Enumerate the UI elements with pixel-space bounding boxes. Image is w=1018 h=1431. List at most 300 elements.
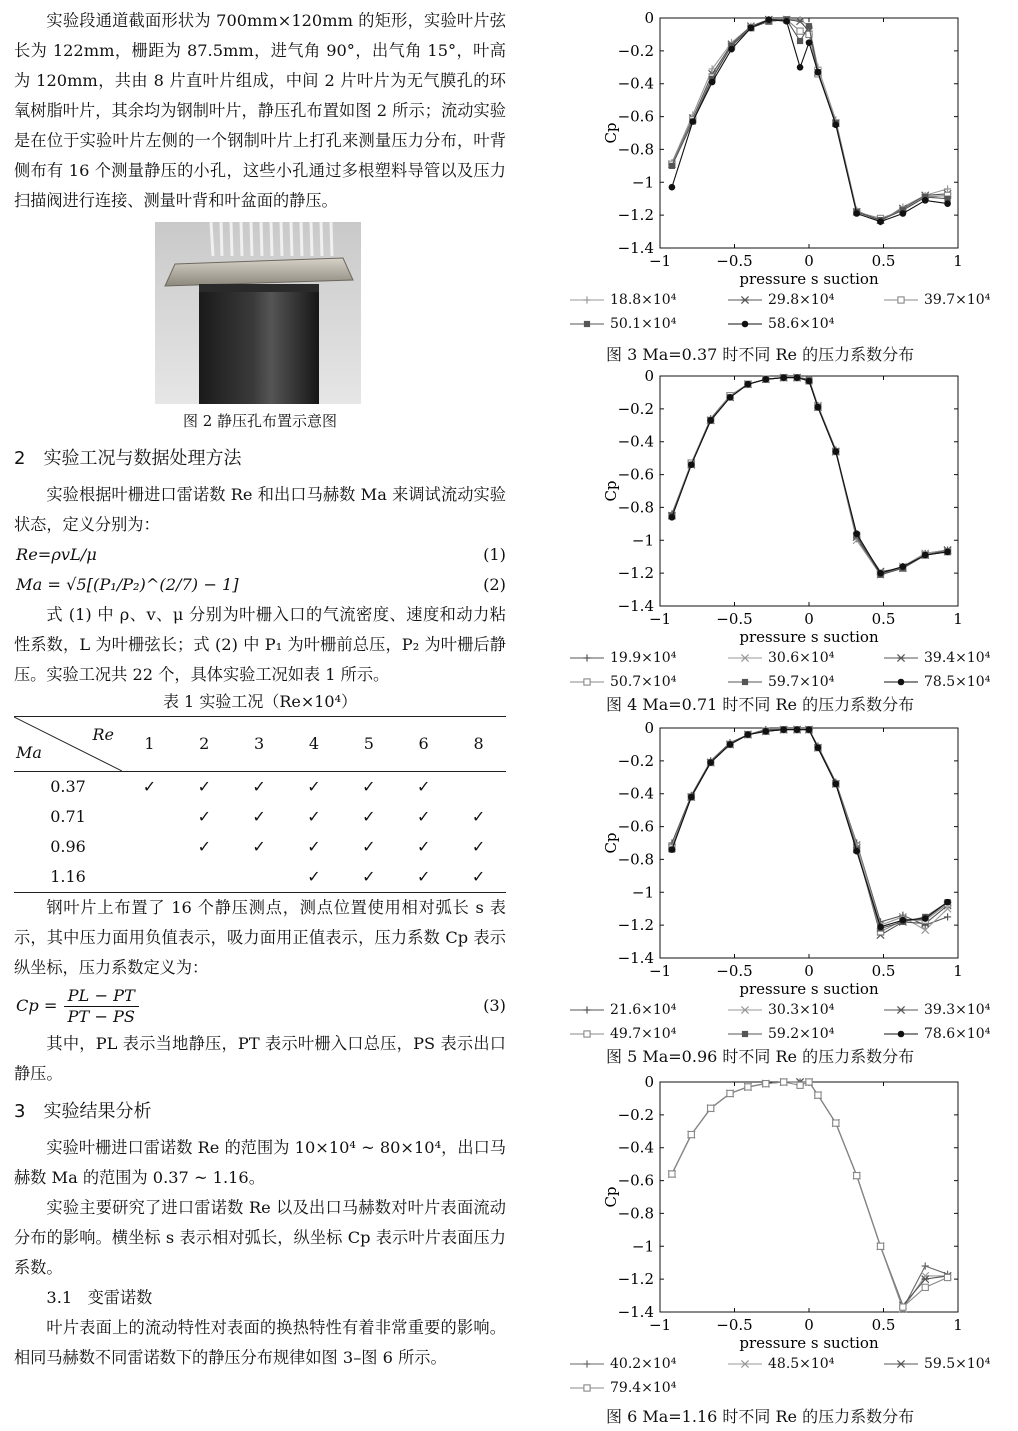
table-row [14,862,506,893]
data-point [708,1105,714,1111]
series-78.5×10⁴ [669,374,951,576]
y-tick-label: −1 [631,883,654,902]
table-cell: ✓ [416,837,431,856]
data-point [689,118,696,125]
series-18.8×10⁴ [668,16,951,225]
series-line [672,378,948,575]
y-tick-label: −0.4 [617,1138,654,1157]
table-cell: ✓ [197,837,211,856]
chart-caption: 图 3 Ma=0.37 时不同 Re 的压力系数分布 [606,345,915,364]
series-line [672,378,948,572]
table-cell: ✓ [307,807,321,826]
y-tick-label: 0 [644,9,654,27]
legend-label: 39.3×10⁴ [924,1002,991,1018]
legend-item [728,650,834,666]
legend-marker [583,1006,590,1013]
series-78.6×10⁴ [669,726,951,930]
y-tick-label: −1 [631,173,654,192]
blade-photo [155,222,361,404]
legend-swatch [728,318,762,330]
equation-1-number: (1) [483,545,506,564]
legend-swatch [728,1358,762,1370]
equation-3-numerator: PL − PT [64,986,139,1007]
series-line [672,378,948,573]
legend-swatch [570,652,604,664]
data-point [815,744,822,751]
chart-figure-6 [558,1068,1008,1428]
chart-figure-4 [558,362,1008,712]
table-cell [122,832,177,862]
data-point [765,16,772,23]
table-cell: ✓ [307,837,321,856]
table-cell: ✓ [341,862,396,893]
chart-svg [558,362,1008,652]
table-cell: ✓ [396,862,451,893]
x-tick-label: 1 [953,1316,963,1334]
legend-label: 49.7×10⁴ [610,1026,677,1042]
legend-item [728,316,834,332]
equation-1-body: Re=ρvL/μ [16,545,97,564]
chart-svg [558,1068,1008,1358]
table-cell: ✓ [471,837,486,856]
data-point [762,728,769,735]
table-cell: ✓ [197,777,211,796]
data-point [900,563,907,570]
series-line [672,1082,948,1309]
section-3-title: 实验结果分析 [43,1101,152,1122]
x-tick-label: 0.5 [871,962,896,980]
legend-item [728,292,834,308]
y-tick-label: −1.2 [617,916,654,935]
legend-swatch [884,1004,918,1016]
table-cell: ✓ [307,777,321,796]
row-header: 0.96 [50,837,86,856]
legend-swatch [884,676,918,688]
data-point [762,376,769,383]
y-tick-label: −1.2 [617,206,654,225]
x-tick-label: 0.5 [871,252,896,270]
x-tick-label: 0.5 [871,1316,896,1334]
legend-swatch [884,652,918,664]
plot-frame [660,376,958,606]
x-tick-label: 1 [953,252,963,270]
x-tick-label: −0.5 [716,962,753,980]
paragraph-pressures: 其中，PL 表示当地静压，PT 表示叶栅入口总压，PS 表示出口静压。 [14,1034,506,1083]
left-column [14,6,506,1373]
x-tick-label: −1 [648,252,672,270]
data-point [669,514,676,521]
data-point [833,448,840,455]
y-tick-label: −0.8 [617,498,654,517]
data-point [727,394,734,401]
data-point [745,1084,751,1090]
legend-swatch [728,1004,762,1016]
series-line [672,20,948,221]
data-point [688,1131,694,1137]
paragraph-study-scope: 实验主要研究了进口雷诺数 Re 以及出口马赫数对叶片表面流动分布的影响。横坐标 s 表示相对弧长，纵坐标 Cp 表示叶片表面压力系数。 [14,1198,506,1277]
x-tick-label: −1 [648,962,672,980]
legend-marker [583,654,590,661]
table-cell: ✓ [416,807,431,826]
data-point [763,1081,769,1087]
legend-item [570,1380,676,1396]
legend-label: 50.7×10⁴ [610,674,677,690]
data-point [815,69,822,76]
data-point [815,1092,821,1098]
data-point [745,381,752,388]
data-point [877,570,884,577]
table-cell [451,772,506,803]
data-point [727,1090,733,1096]
section-2-heading [14,444,506,474]
plot-frame [660,18,958,248]
legend-marker [584,679,590,685]
data-point [944,899,951,906]
row-header: 0.71 [50,807,86,826]
series-79.4×10⁴ [669,1079,951,1310]
legend-item [570,1002,676,1018]
legend-item [570,650,676,666]
y-tick-label: −0.4 [617,432,654,451]
row-header: 0.37 [50,777,86,796]
series-line [672,378,948,573]
chart-figure-5 [558,714,1008,1064]
legend-label: 30.3×10⁴ [768,1002,835,1018]
table-row [14,832,506,862]
series-line [672,1082,948,1305]
column-header: 1 [122,717,177,772]
chart-svg [558,4,1008,294]
legend-label: 48.5×10⁴ [768,1356,835,1372]
y-tick-label: −0.6 [617,465,654,484]
legend-marker [897,1006,904,1013]
legend-item [884,1356,990,1372]
table-cell: ✓ [287,862,342,893]
chart-caption: 图 4 Ma=0.71 时不同 Re 的压力系数分布 [606,695,915,714]
paragraph-setup: 实验段通道截面形状为 700mm×120mm 的矩形，实验叶片弦长为 122mm，栅距为 87.5mm，进气角 90°，出气角 15°，叶高为 120mm，共由 8 片直叶片组成，中间 2 片叶片为无气膜孔的环氧树脂叶片，其余均为钢制叶片，静压孔布置如图 2 所示；流动实验是在位于实验叶片左侧的一个钢制叶片上打孔来测量压力分布，叶背侧布有 16 个测量静压的小孔，这些小孔通过多根塑料导管以及压力扫描阀进行连接、测量叶背和叶盆面的静压。 [14,11,506,210]
data-point [806,23,812,29]
table-cell: ✓ [197,807,211,826]
legend-label: 78.5×10⁴ [924,674,991,690]
series-line [672,378,948,575]
section-3-number: 3 [14,1101,26,1122]
equation-3 [16,983,506,1029]
series-30.3×10⁴ [668,726,951,934]
data-point [922,1262,929,1269]
data-point [944,1274,950,1280]
x-tick-label: −1 [648,1316,672,1334]
series-39.7×10⁴ [669,17,951,222]
data-point [781,1079,787,1085]
data-point [707,759,714,766]
data-point [833,121,840,128]
data-point [877,218,884,225]
data-point [944,548,951,555]
column-header: 3 [232,717,287,772]
subsection-3-1-heading [46,1283,506,1313]
data-point [796,16,803,23]
x-axis-label: pressure s suction [739,1334,879,1352]
data-point [669,1171,675,1177]
section-2-number: 2 [14,448,26,469]
x-tick-label: −1 [648,610,672,628]
figure-2-caption: 图 2 静压孔布置示意图 [182,412,338,430]
data-point [707,417,714,424]
legend-marker [741,296,748,303]
data-point [794,726,801,733]
data-point [877,923,884,930]
series-50.7×10⁴ [669,375,951,577]
data-point [815,404,822,411]
series-58.6×10⁴ [669,16,951,225]
data-point [806,1079,812,1085]
y-axis-label: Cp [602,1186,620,1208]
column-header: 6 [396,717,451,772]
data-point [944,200,951,207]
legend-swatch [884,1028,918,1040]
legend-swatch [570,1358,604,1370]
y-tick-label: −1 [631,1237,654,1256]
y-tick-label: 0 [644,1073,654,1091]
data-point [853,530,860,537]
y-tick-label: −0.8 [617,140,654,159]
series-line [672,20,948,222]
data-point [900,210,907,217]
series-line [672,20,948,219]
data-point [688,794,695,801]
legend-marker [898,1031,905,1038]
x-tick-label: −0.5 [716,252,753,270]
legend-marker [584,321,590,327]
chart-figure-3 [558,4,1008,370]
column-header: 4 [287,717,342,772]
y-tick-label: 0 [644,719,654,737]
y-tick-label: −0.6 [617,107,654,126]
paragraph-measurement: 钢叶片上布置了 16 个静压测点，测点位置使用相对弧长 s 表示，其中压力面用负值表示，吸力面用正值表示，压力系数 Cp 表示纵坐标，压力系数定义为： [14,898,506,977]
equation-3-lhs: Cp = [16,996,58,1015]
subsection-number: 3.1 [46,1288,73,1307]
y-tick-label: −1 [631,531,654,550]
chart-caption: 图 6 Ma=1.16 时不同 Re 的压力系数分布 [606,1407,915,1426]
data-point [783,18,790,25]
column-header: 8 [451,717,506,772]
y-tick-label: −0.8 [617,850,654,869]
x-tick-label: −0.5 [716,1316,753,1334]
data-point [669,163,675,169]
y-axis-label: Cp [602,832,620,854]
equation-3-denominator: PT − PS [67,1006,135,1026]
legend-marker [583,1360,590,1367]
series-59.5×10⁴ [668,1078,951,1309]
y-tick-label: −0.2 [617,1105,654,1124]
section-3-heading [14,1097,506,1127]
data-point [669,184,676,191]
x-tick-label: 0 [804,1316,814,1334]
legend-swatch [728,676,762,688]
legend-marker [584,1385,590,1391]
series-39.4×10⁴ [668,374,951,575]
data-point [922,552,929,559]
y-tick-label: 0 [644,367,654,385]
legend-item [884,674,990,690]
data-point [806,39,813,46]
data-point [727,741,734,748]
legend-label: 30.6×10⁴ [768,650,835,666]
series-line [672,20,948,221]
legend-label: 19.9×10⁴ [610,650,677,666]
legend-label: 59.2×10⁴ [768,1026,835,1042]
legend-swatch [570,294,604,306]
data-point [728,46,735,53]
legend-label: 18.8×10⁴ [610,292,677,308]
data-point [833,1120,839,1126]
data-point [944,913,951,920]
x-tick-label: 0 [804,610,814,628]
table-cell [232,862,287,893]
equation-3-fraction [63,986,139,1027]
paragraph-ranges: 实验叶栅进口雷诺数 Re 的范围为 10×10⁴ ~ 80×10⁴，出口马赫数 Ma 的范围为 0.37 ~ 1.16。 [14,1138,506,1187]
x-tick-label: 0 [804,962,814,980]
legend-swatch [570,1004,604,1016]
legend-swatch [884,294,918,306]
series-line [672,1082,948,1307]
y-tick-label: −1.2 [617,1270,654,1289]
row-header: 1.16 [14,862,122,893]
legend-marker [742,321,749,328]
y-tick-label: −0.2 [617,399,654,418]
y-tick-label: −0.8 [617,1204,654,1223]
legend-swatch [570,676,604,688]
conditions-table [14,716,506,893]
table-header-row [14,717,506,772]
table-cell: ✓ [362,837,376,856]
y-tick-label: −1.4 [617,1303,654,1321]
data-point [780,374,787,381]
legend-swatch [728,652,762,664]
x-tick-label: 0 [804,252,814,270]
legend-label: 59.7×10⁴ [768,674,835,690]
legend-marker [898,679,905,686]
legend-item [884,292,990,308]
y-tick-label: −0.6 [617,1171,654,1190]
x-tick-label: 1 [953,610,963,628]
legend-item [728,1002,834,1018]
legend-label: 50.1×10⁴ [610,316,677,332]
paragraph-re-effect: 叶片表面上的流动特性对表面的换热特性有着非常重要的影响。相同马赫数不同雷诺数下的静压分布规律如图 3–图 6 所示。 [14,1318,506,1367]
legend-item [884,650,990,666]
blade-photo-image [155,222,361,404]
equation-3-body [16,986,139,1027]
legend-marker [897,1360,904,1367]
data-point [806,378,813,385]
equation-2-number: (2) [483,575,506,594]
data-point [797,28,803,34]
legend-item [570,316,676,332]
legend-item [728,1356,834,1372]
x-tick-label: 0.5 [871,610,896,628]
chart-caption: 图 5 Ma=0.96 时不同 Re 的压力系数分布 [606,1047,915,1066]
equation-2 [16,570,506,600]
paragraph-variables: 式 (1) 中 ρ、v、μ 分别为叶栅入口的气流密度、速度和动力粘性系数，L 为叶栅弦长；式 (2) 中 P₁ 为叶栅前总压，P₂ 为叶栅后静压。实验工况共 22 个，具体实验工况如表 1 所示。 [14,605,506,684]
table-corner-cell [14,717,122,772]
legend-item [570,674,676,690]
series-50.1×10⁴ [669,17,951,224]
data-point [669,846,676,853]
legend-label: 79.4×10⁴ [610,1380,677,1396]
y-axis-label: Cp [602,122,620,144]
subsection-title: 变雷诺数 [87,1288,153,1307]
re-axis-label: Re [92,725,114,744]
data-point [922,197,929,204]
data-point [709,79,716,86]
data-point [854,1173,860,1179]
table-row [14,802,506,832]
data-point [797,38,803,44]
x-tick-label: −0.5 [716,610,753,628]
equation-3-number: (3) [483,996,506,1015]
equation-1 [16,540,506,570]
data-point [797,1082,803,1088]
legend-swatch [884,1358,918,1370]
y-axis-label: Cp [602,480,620,502]
legend-marker [742,1031,748,1037]
table-cell: ✓ [362,807,376,826]
y-tick-label: −0.6 [617,817,654,836]
data-point [794,374,801,381]
data-point [748,25,755,32]
data-point [922,915,929,922]
series-30.6×10⁴ [668,374,951,578]
legend-item [728,674,834,690]
y-tick-label: −1.4 [617,597,654,615]
legend-item [570,1026,676,1042]
legend-marker [742,679,748,685]
y-tick-label: −0.2 [617,751,654,770]
chart-svg [558,714,1008,1004]
series-19.9×10⁴ [668,374,951,577]
table-cell: ✓ [451,862,506,893]
legend-item [884,1026,990,1042]
x-tick-label: 1 [953,962,963,980]
data-point [877,1243,883,1249]
table-1-caption: 表 1 实验工况（Re×10⁴） [162,692,358,711]
legend-item [728,1026,834,1042]
table-cell: ✓ [362,777,376,796]
table-cell [122,802,177,832]
data-point [922,1284,928,1290]
legend-swatch [728,294,762,306]
legend-label: 39.4×10⁴ [924,650,991,666]
legend-label: 29.8×10⁴ [768,292,835,308]
table-cell: ✓ [252,777,266,796]
legend-swatch [570,1382,604,1394]
data-point [853,848,860,855]
series-59.7×10⁴ [669,375,951,578]
table-cell [122,862,177,893]
legend-label: 58.6×10⁴ [768,316,835,332]
column-header: 5 [341,717,396,772]
legend-swatch [570,1028,604,1040]
x-axis-label: pressure s suction [739,270,879,288]
series-40.2×10⁴ [668,1078,951,1312]
legend-marker [898,297,904,303]
x-axis-label: pressure s suction [739,628,879,646]
data-point [833,781,840,788]
y-tick-label: −0.2 [617,41,654,60]
table-cell: ✓ [416,777,431,796]
legend-item [570,1356,676,1372]
y-tick-label: −0.4 [617,74,654,93]
